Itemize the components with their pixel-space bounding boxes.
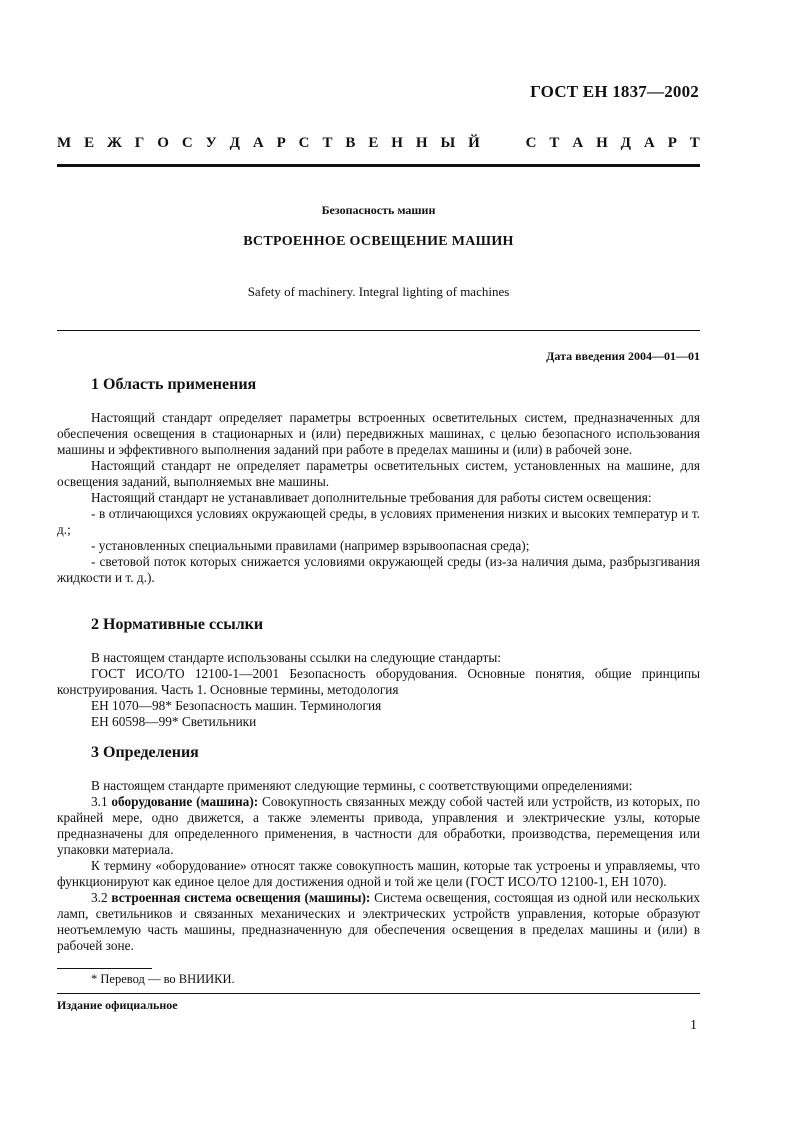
paragraph: К термину «оборудование» относят также совокупность машин, которые так устроены и управляемы, что функционируют как единое целое для достижения одной и той же цели (ГОСТ ИСО/ТО 12100-1, ЕН 1070). [57, 858, 700, 889]
banner-letter: Е [84, 135, 95, 151]
term-number: 3.1 [91, 794, 108, 809]
reference-item: ЕН 60598—99* Светильники [91, 714, 257, 729]
section-3-body [57, 778, 700, 954]
banner-gap [493, 135, 513, 152]
banner-letter: Т [322, 135, 333, 151]
term-definition: Совокупность связанных между собой частей или устройств, из которых, по крайней мере, одно движется, а также элементы привода, управления и электрические узлы, которые предназначены для определенного применения, в частности для обработки, производства, перемещения или упаковки материала. [57, 794, 700, 857]
footnote: * Перевод — во ВНИИКИ. [91, 972, 235, 986]
footnote-rule [57, 968, 152, 969]
banner-letter: С [181, 135, 193, 151]
banner-letter: Д [620, 135, 631, 151]
banner-letter: С [298, 135, 310, 151]
banner-letter: У [205, 135, 217, 151]
banner-letter: О [157, 135, 169, 151]
term: оборудование (машина): [111, 794, 259, 809]
bullet-item: - световой поток которых снижается условиями окружающей среды (из-за наличия дыма, разбрызгивания жидкости и т. д.). [57, 554, 700, 585]
document-title: ВСТРОЕННОЕ ОСВЕЩЕНИЕ МАШИН [243, 234, 514, 249]
term-definition: Система освещения, состоящая из одной или нескольких ламп, светильников и связанных механических и электрических устройств управления, которые образуют неотъемлемую часть машины, предназначенную для обеспечения освещения в пределах машины и (или) в рабочей зоне. [57, 890, 701, 953]
reference-item: ЕН 1070—98* Безопасность машин. Терминология [91, 698, 382, 713]
paragraph: В настоящем стандарте использованы ссылки на следующие стандарты: [91, 650, 501, 665]
banner-letter: М [57, 135, 72, 151]
banner-letter: Т [549, 135, 560, 151]
banner-letter: Н [596, 135, 608, 151]
english-title: Safety of machinery. Integral lighting of machines [247, 284, 510, 299]
section-2-heading: 2 Нормативные ссылки [91, 616, 264, 633]
banner-letter: Р [276, 135, 286, 151]
banner-letter: Е [368, 135, 379, 151]
banner-letter: А [252, 135, 264, 151]
paragraph: Настоящий стандарт не определяет параметры осветительных систем, установленных на машине, для освещения заданий, выполняемых вне машины. [57, 458, 700, 489]
edition-rule [57, 993, 700, 994]
definition-3-2 [57, 890, 700, 954]
banner-letter: Н [391, 135, 403, 151]
page-number: 1 [690, 1018, 697, 1033]
bullet-item: - в отличающихся условиях окружающей среды, в условиях применения низких и высоких температур и т. д.; [57, 506, 700, 537]
section-1-heading: 1 Область применения [91, 376, 257, 393]
banner-letter: Н [415, 135, 428, 151]
banner-letter: Ы [440, 135, 456, 151]
section-1-body [57, 410, 700, 586]
section-2-body [57, 650, 700, 730]
banner-letter: А [643, 135, 655, 151]
introduction-date: Дата введения 2004—01—01 [546, 349, 700, 363]
edition-label: Издание официальное [57, 998, 178, 1012]
banner-letter: А [572, 135, 584, 151]
definition-3-1 [57, 794, 700, 858]
standard-code: ГОСТ ЕН 1837—2002 [530, 82, 699, 101]
banner-letter: С [525, 135, 537, 151]
title-rule [57, 330, 700, 331]
paragraph: Настоящий стандарт не устанавливает дополнительные требования для работы систем освещения: [91, 490, 652, 505]
paragraph: В настоящем стандарте применяют следующие термины, с соответствующими определениями: [91, 778, 633, 793]
banner-letter: Т [689, 135, 700, 151]
paragraph: Настоящий стандарт определяет параметры встроенных осветительных систем, предназначенных для обеспечения освещения в стационарных и (или) передвижных машинах, с целью безопасного использования машины и эффективного выполнения заданий при работе в пределах машины и (или) в рабочей зоне. [57, 410, 700, 457]
banner-letter: Й [468, 135, 480, 151]
term-number: 3.2 [91, 890, 108, 905]
banner-letter: Д [229, 135, 240, 151]
header-rule [57, 164, 700, 167]
banner-letter: Г [134, 135, 145, 151]
topic-line: Безопасность машин [321, 203, 436, 217]
interstate-standard-banner [57, 135, 700, 152]
banner-letter: Р [667, 135, 677, 151]
banner-letter: В [345, 135, 356, 151]
banner-letter: Ж [107, 135, 122, 151]
term: встроенная система освещения (машины): [111, 890, 371, 905]
reference-item: ГОСТ ИСО/ТО 12100-1—2001 Безопасность оборудования. Основные понятия, общие принципы конструирования. Часть 1. Основные термины, методология [57, 666, 700, 697]
bullet-item: - установленных специальными правилами (например взрывоопасная среда); [91, 538, 530, 553]
section-3-heading: 3 Определения [91, 744, 199, 761]
